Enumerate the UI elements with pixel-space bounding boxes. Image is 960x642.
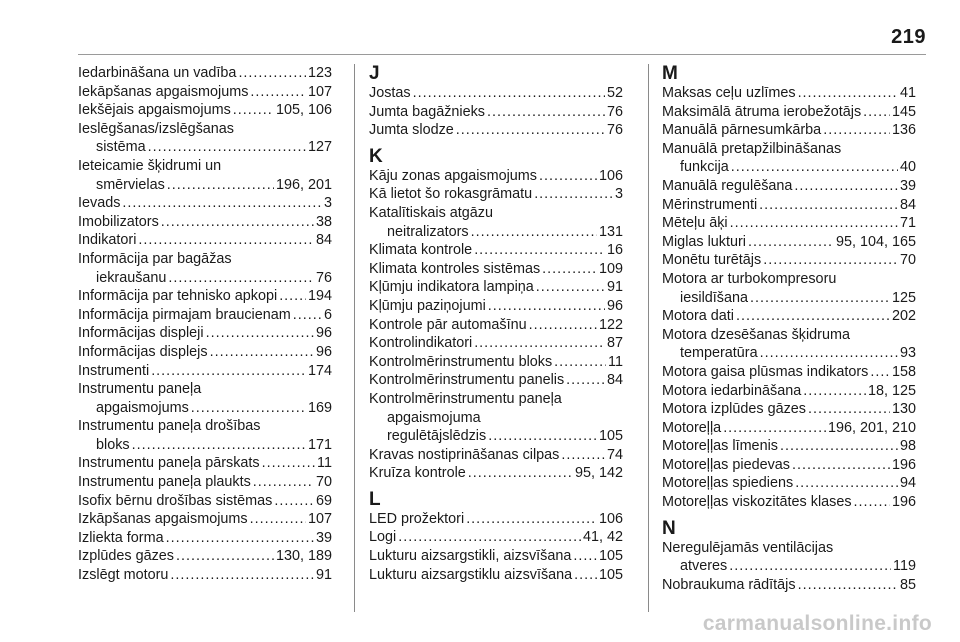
dot-leader [529, 316, 597, 335]
index-entry-pages: 96 [606, 297, 623, 314]
dot-leader [487, 103, 605, 122]
index-entry-pages: 196 [891, 456, 916, 473]
index-entry [369, 427, 623, 446]
index-entry-heading: Instrumentu paneļa drošības [78, 418, 261, 435]
dot-leader [780, 437, 898, 456]
index-entry [78, 213, 332, 232]
dot-leader [798, 576, 898, 595]
index-entry [78, 287, 332, 306]
dot-leader [795, 474, 898, 493]
dot-leader [176, 547, 274, 566]
index-entry-term: Izslēgt motoru [78, 567, 169, 584]
index-entry-pages: 39 [899, 177, 916, 194]
index-entry-term: Iedarbināšana un vadība [78, 65, 237, 81]
index-entry-term: sistēma [96, 139, 146, 156]
index-entry-heading: apgaismojuma [387, 409, 481, 426]
index-entry [662, 344, 916, 363]
index-entry-pages: 196, 201, 210 [827, 419, 916, 436]
index-entry [662, 557, 916, 576]
dot-leader [167, 176, 274, 195]
index-entry-term: Kruīza kontrole [369, 465, 466, 482]
index-entry-pages: 76 [606, 122, 623, 139]
index-entry-term: iekraušanu [96, 269, 167, 286]
dot-leader [542, 260, 597, 279]
index-entry-term: temperatūra [680, 345, 758, 362]
index-entry-term: Lukturu aizsargstiklu aizsvīšana [369, 566, 573, 583]
index-entry-term: Klimata kontroles sistēmas [369, 260, 541, 277]
index-entry [662, 103, 916, 122]
index-entry [369, 121, 623, 140]
dot-leader [191, 399, 306, 418]
index-entry [369, 297, 623, 316]
index-entry-pages: 171 [307, 436, 332, 453]
index-entry-pages: 109 [598, 260, 623, 277]
index-entry [369, 446, 623, 465]
dot-leader [854, 493, 890, 512]
dot-leader [750, 289, 890, 308]
dot-leader [279, 287, 306, 306]
index-entry-term: smērvielas [96, 176, 165, 193]
index-entry-pages: 196, 201 [275, 176, 332, 193]
index-entry-pages: 130 [891, 401, 916, 418]
index-entry [662, 437, 916, 456]
index-entry-pages: 93 [899, 345, 916, 362]
index-entry-pages: 95, 104, 165 [835, 233, 916, 250]
index-entry-heading: Manuālā pretapžilbināšanas [662, 140, 842, 157]
index-entry [78, 343, 332, 362]
dot-leader [293, 306, 322, 325]
index-entry-pages: 40 [899, 159, 916, 176]
index-entry-term: Mērinstrumenti [662, 196, 758, 213]
index-entry [662, 307, 916, 326]
index-entry [369, 353, 623, 372]
dot-leader [466, 510, 597, 529]
index-entry [369, 371, 623, 390]
index-entry [662, 419, 916, 438]
dot-leader [262, 454, 315, 473]
dot-leader [566, 371, 605, 390]
dot-leader [808, 400, 890, 419]
dot-leader [250, 83, 306, 102]
index-entry-pages: 119 [893, 558, 916, 575]
index-entry-term: Kontrolmērinstrumentu panelis [369, 372, 565, 389]
index-entry-heading: Instrumentu paneļa [78, 381, 202, 398]
index-entry [78, 231, 332, 250]
index-entry-heading: Motora ar turbokompresoru [662, 270, 837, 287]
index-entry-term: atveres [680, 558, 728, 575]
index-entry-term: Motora izplūdes gāzes [662, 401, 806, 418]
dot-leader [561, 446, 605, 465]
dot-leader [736, 307, 890, 326]
index-entry-term: Motoreļļas piedevas [662, 456, 790, 473]
index-entry-pages: 11 [317, 455, 332, 472]
index-entry [662, 382, 916, 401]
dot-leader [148, 138, 306, 157]
index-entry-pages: 41 [899, 85, 916, 101]
index-entry-term: apgaismojums [96, 399, 189, 416]
index-entry-term: Klimata kontrole [369, 242, 473, 259]
index-entry [662, 400, 916, 419]
index-entry-pages: 52 [606, 85, 623, 101]
dot-leader [574, 566, 597, 585]
index-entry [78, 454, 332, 473]
dot-leader [474, 334, 605, 353]
index-section-letter: M [662, 63, 678, 84]
column-divider [354, 64, 355, 612]
index-entry [369, 223, 623, 242]
index-entry-pages: 96 [315, 325, 332, 342]
dot-leader [554, 353, 606, 372]
index-entry-term: Instrumentu paneļa plaukts [78, 474, 251, 491]
index-entry-heading: Neregulējamās ventilācijas [662, 539, 834, 556]
index-entry [369, 103, 623, 122]
index-entry [662, 214, 916, 233]
index-entry-term: Izliekta forma [78, 529, 164, 546]
index-entry [369, 167, 623, 186]
dot-leader [863, 103, 890, 122]
index-entry-pages: 3 [614, 186, 623, 203]
index-entry-term: Lukturu aizsargstikli, aizsvīšana [369, 548, 572, 565]
index-entry [78, 510, 332, 529]
index-entry-pages: 96 [315, 343, 332, 360]
index-entry [369, 547, 623, 566]
index-entry-term: Isofix bērnu drošības sistēmas [78, 492, 273, 509]
index-entry-term: Informācija pirmajam braucienam [78, 306, 291, 323]
column-divider [648, 64, 649, 612]
index-entry-pages: 39 [315, 529, 332, 546]
index-entry [369, 185, 623, 204]
index-entry-term: Informācijas displeji [78, 325, 204, 342]
index-entry-pages: 125 [891, 289, 916, 306]
dot-leader [794, 177, 898, 196]
index-entry-term: Maksas ceļu uzlīmes [662, 85, 796, 101]
index-entry-pages: 194 [307, 288, 332, 305]
index-entry-pages: 91 [606, 279, 623, 296]
index-entry [369, 84, 623, 103]
index-entry-pages: 105, 106 [275, 102, 332, 119]
index-entry-pages: 136 [891, 122, 916, 139]
index-entry-term: Iekšējais apgaismojums [78, 102, 231, 119]
dot-leader [168, 269, 314, 288]
index-section-letter: N [662, 517, 676, 539]
watermark: carmanualsonline.info [702, 612, 932, 635]
index-entry [662, 177, 916, 196]
index-section-letter: K [369, 145, 383, 167]
index-entry-pages: 122 [598, 316, 623, 333]
index-entry-term: Kļūmju paziņojumi [369, 297, 486, 314]
index-section-letter: J [369, 63, 380, 84]
index-entry-term: Kā lietot šo rokasgrāmatu [369, 186, 533, 203]
index-entry [78, 83, 332, 102]
index-entry [662, 233, 916, 252]
index-entry-pages: 18, 125 [867, 382, 916, 399]
dot-leader [210, 343, 314, 362]
index-entry-pages: 94 [899, 475, 916, 492]
index-entry-pages: 6 [323, 306, 332, 323]
index-entry-pages: 123 [307, 65, 332, 81]
index-entry-term: Manuālā pārnesumkārba [662, 122, 822, 139]
index-entry [78, 324, 332, 343]
dot-leader [488, 427, 597, 446]
index-entry-term: Nobraukuma rādītājs [662, 576, 796, 593]
dot-leader [274, 492, 314, 511]
index-entry-term: Motora gaisa plūsmas indikators [662, 363, 869, 380]
dot-leader [536, 278, 605, 297]
dot-leader [253, 473, 314, 492]
index-entry-pages: 106 [598, 510, 623, 527]
index-entry-term: Kļūmju indikatora lampiņa [369, 279, 534, 296]
index-entry-term: Motoreļļas spiediens [662, 475, 794, 492]
index-entry [662, 121, 916, 140]
index-entry-pages: 91 [315, 567, 332, 584]
index-entry-pages: 41, 42 [582, 529, 623, 546]
index-entry [662, 251, 916, 270]
dot-leader [759, 196, 898, 215]
index-entry [369, 334, 623, 353]
index-entry-pages: 85 [899, 576, 916, 593]
index-entry-pages: 70 [899, 252, 916, 269]
dot-leader [731, 158, 898, 177]
index-entry [78, 194, 332, 213]
index-entry-pages: 84 [315, 232, 332, 249]
index-entry-term: Kontrole pār automašīnu [369, 316, 527, 333]
index-entry [78, 306, 332, 325]
index-column-2 [369, 64, 623, 584]
index-entry-term: Jostas [369, 85, 411, 101]
index-entry [78, 436, 332, 455]
index-entry [662, 158, 916, 177]
index-entry [369, 316, 623, 335]
index-entry-term: LED prožektori [369, 510, 465, 527]
dot-leader [792, 456, 890, 475]
index-entry-pages: 196 [891, 494, 916, 511]
dot-leader [413, 84, 605, 103]
index-entry-heading: Informācija par bagāžas [78, 250, 232, 267]
index-entry-heading: Katalītiskais atgāzu [369, 204, 493, 221]
dot-leader [474, 241, 605, 260]
index-entry [78, 64, 332, 83]
index-entry-term: Izkāpšanas apgaismojums [78, 511, 248, 528]
index-entry-pages: 169 [307, 399, 332, 416]
index-entry-pages: 130, 189 [275, 548, 332, 565]
dot-leader [471, 223, 597, 242]
dot-leader [138, 231, 314, 250]
index-entry [369, 241, 623, 260]
index-entry [78, 547, 332, 566]
index-entry [78, 138, 332, 157]
index-entry [78, 269, 332, 288]
dot-leader [723, 419, 826, 438]
index-entry-term: iesildīšana [680, 289, 748, 306]
index-entry [369, 278, 623, 297]
index-entry-term: Jumta bagāžnieks [369, 103, 485, 120]
index-entry-term: Logi [369, 529, 397, 546]
index-entry [369, 260, 623, 279]
index-entry-term: Kontrolindikatori [369, 335, 473, 352]
index-entry-term: Motoreļļa [662, 419, 722, 436]
dot-leader [170, 566, 314, 585]
index-entry-heading: Ieslēgšanas/izslēgšanas [78, 120, 234, 137]
index-entry-term: funkcija [680, 159, 729, 176]
index-entry-term: Informācija par tehnisko apkopi [78, 288, 278, 305]
index-entry [662, 289, 916, 308]
index-entry-pages: 131 [598, 223, 623, 240]
index-entry-pages: 145 [891, 103, 916, 120]
index-entry [662, 196, 916, 215]
index-column-3 [662, 64, 916, 594]
dot-leader [398, 528, 581, 547]
index-entry-pages: 107 [307, 511, 332, 528]
index-entry-pages: 202 [891, 308, 916, 325]
index-entry-pages: 76 [606, 103, 623, 120]
index-entry-pages: 105 [598, 428, 623, 445]
index-entry-pages: 16 [606, 242, 623, 259]
dot-leader [803, 382, 866, 401]
index-entry-pages: 84 [606, 372, 623, 389]
index-entry-term: Instrumentu paneļa pārskats [78, 455, 260, 472]
index-entry-pages: 87 [606, 335, 623, 352]
index-entry [369, 464, 623, 483]
index-entry-term: Ievads [78, 195, 121, 212]
index-entry-term: Maksimālā ātruma ierobežotājs [662, 103, 862, 120]
index-entry-heading: Ieteicamie šķidrumi un [78, 157, 222, 174]
index-entry-term: Motora iedarbināšana [662, 382, 802, 399]
index-entry-term: Monētu turētājs [662, 252, 762, 269]
index-section-letter: L [369, 488, 381, 510]
index-entry-term: Kontrolmērinstrumentu bloks [369, 353, 553, 370]
index-entry-term: neitralizators [387, 223, 469, 240]
index-entry [369, 510, 623, 529]
dot-leader [166, 529, 314, 548]
index-entry-pages: 70 [315, 474, 332, 491]
index-entry-pages: 95, 142 [574, 465, 623, 482]
dot-leader [760, 344, 898, 363]
dot-leader [798, 84, 898, 103]
dot-leader [122, 194, 322, 213]
header-rule [78, 54, 926, 55]
dot-leader [250, 510, 306, 529]
dot-leader [468, 464, 573, 483]
index-entry-term: Izplūdes gāzes [78, 548, 174, 565]
index-entry [662, 456, 916, 475]
index-entry-term: Mēteļu āķi [662, 215, 728, 232]
index-entry [78, 101, 332, 120]
index-entry-term: Kravas nostiprināšanas cilpas [369, 446, 560, 463]
index-entry [662, 363, 916, 382]
dot-leader [233, 101, 274, 120]
index-entry-pages: 76 [315, 269, 332, 286]
index-entry-term: Manuālā regulēšana [662, 177, 793, 194]
dot-leader [730, 214, 898, 233]
dot-leader [823, 121, 890, 140]
index-entry-heading: Kontrolmērinstrumentu paneļa [369, 390, 562, 407]
dot-leader [151, 362, 306, 381]
index-entry [78, 529, 332, 548]
index-entry-pages: 69 [315, 492, 332, 509]
index-entry-term: Informācijas displejs [78, 343, 208, 360]
index-entry-pages: 105 [598, 566, 623, 583]
dot-leader [534, 185, 613, 204]
page-number: 219 [891, 26, 926, 48]
index-entry-pages: 71 [899, 215, 916, 232]
index-entry-pages: 98 [899, 438, 916, 455]
index-entry-term: Jumta slodze [369, 122, 454, 139]
index-entry [369, 566, 623, 585]
index-entry-pages: 3 [323, 195, 332, 212]
index-entry-term: Motoreļļas līmenis [662, 438, 778, 455]
index-entry-heading: Motora dzesēšanas šķidruma [662, 326, 850, 343]
index-entry-pages: 38 [315, 213, 332, 230]
dot-leader [161, 213, 314, 232]
index-entry [662, 493, 916, 512]
dot-leader [748, 233, 834, 252]
index-entry [78, 362, 332, 381]
dot-leader [456, 121, 605, 140]
index-entry-term: bloks [96, 436, 130, 453]
index-entry-pages: 158 [891, 363, 916, 380]
index-entry-term: Instrumenti [78, 362, 150, 379]
dot-leader [206, 324, 314, 343]
index-entry-pages: 11 [608, 353, 623, 370]
index-entry-pages: 106 [598, 167, 623, 184]
dot-leader [238, 64, 306, 83]
index-entry [78, 492, 332, 511]
index-entry [78, 566, 332, 585]
dot-leader [763, 251, 898, 270]
dot-leader [573, 547, 597, 566]
index-entry-term: Miglas lukturi [662, 233, 746, 250]
index-entry [78, 473, 332, 492]
dot-leader [132, 436, 306, 455]
index-entry-pages: 127 [307, 139, 332, 156]
index-entry-term: Motoreļļas viskozitātes klases [662, 494, 852, 511]
index-entry-pages: 105 [598, 548, 623, 565]
index-entry [662, 84, 916, 103]
index-entry-pages: 174 [307, 362, 332, 379]
index-entry [78, 176, 332, 195]
index-entry [369, 528, 623, 547]
index-entry [78, 399, 332, 418]
index-entry-term: Iekāpšanas apgaismojums [78, 83, 249, 100]
index-entry-pages: 84 [899, 196, 916, 213]
index-entry-term: Kāju zonas apgaismojums [369, 167, 537, 184]
dot-leader [729, 557, 891, 576]
index-entry-term: regulētājslēdzis [387, 428, 487, 445]
index-entry-pages: 107 [307, 83, 332, 100]
dot-leader [488, 297, 605, 316]
index-entry-term: Indikatori [78, 232, 137, 249]
index-entry-term: Motora dati [662, 308, 734, 325]
index-entry-term: Imobilizators [78, 213, 159, 230]
index-entry-pages: 74 [606, 446, 623, 463]
index-entry [662, 576, 916, 595]
index-entry [662, 474, 916, 493]
dot-leader [870, 363, 890, 382]
dot-leader [539, 167, 597, 186]
index-column-1 [78, 64, 332, 585]
